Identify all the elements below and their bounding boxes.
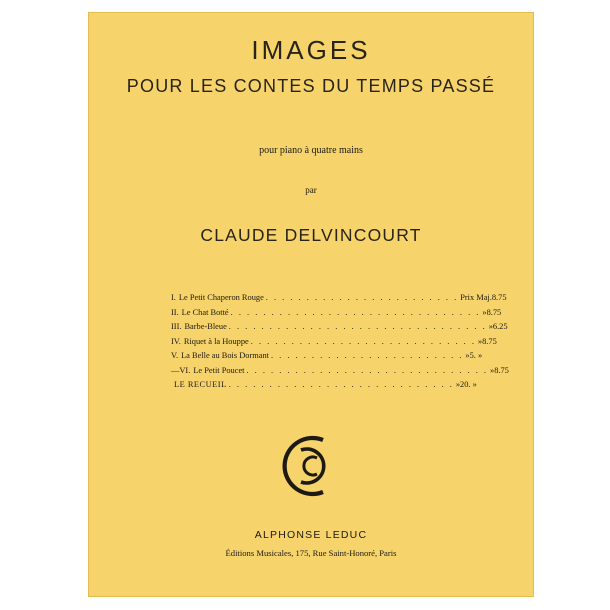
list-item bbox=[171, 306, 502, 321]
publisher-address: Éditions Musicales, 175, Rue Saint-Honoré, Paris bbox=[225, 548, 397, 558]
item-title: Barbe-Bleue bbox=[184, 322, 227, 331]
item-price-prefix: » bbox=[482, 307, 487, 317]
item-number: I. bbox=[171, 293, 176, 302]
item-price-prefix: » bbox=[490, 365, 495, 375]
instrumentation: pour piano à quatre mains bbox=[259, 145, 363, 156]
list-item bbox=[171, 291, 507, 306]
list-item bbox=[171, 320, 508, 335]
leader-dots: . . . . . . . . . . . . . . . . . . . . . . . . . . . . . . . . bbox=[228, 322, 487, 331]
item-price-prefix: » bbox=[477, 336, 483, 346]
item-price-prefix: » bbox=[465, 351, 470, 360]
item-title: LE RECUEIL bbox=[174, 380, 227, 389]
leader-dots: . . . . . . . . . . . . . . . . . . . . . . . . . . . . . . . bbox=[230, 307, 481, 317]
title: IMAGES bbox=[251, 35, 371, 65]
item-number: V. bbox=[171, 351, 179, 360]
item-price: 5. » bbox=[469, 351, 483, 360]
item-title: Le Petit Chaperon Rouge bbox=[178, 293, 264, 302]
publisher-name: ALPHONSE LEDUC bbox=[254, 529, 368, 541]
list-item bbox=[171, 364, 509, 379]
item-price-prefix: » bbox=[488, 322, 493, 331]
leader-dots: . . . . . . . . . . . . . . . . . . . . . . . . bbox=[270, 351, 464, 360]
composer-name: CLAUDE DELVINCOURT bbox=[200, 225, 422, 245]
item-number: —VI. bbox=[171, 365, 191, 375]
subtitle: POUR LES CONTES DU TEMPS PASSÉ bbox=[126, 76, 496, 96]
contents-list bbox=[171, 291, 509, 393]
item-number: III. bbox=[171, 322, 182, 331]
list-item bbox=[171, 349, 483, 364]
item-price: 8.75 bbox=[491, 293, 507, 302]
item-title: Riquet à la Houppe bbox=[183, 336, 249, 346]
item-price: 8.75 bbox=[494, 365, 509, 375]
item-price-prefix: Prix Maj. bbox=[460, 293, 492, 302]
leader-dots: . . . . . . . . . . . . . . . . . . . . . . . . . . . . bbox=[250, 336, 476, 346]
item-title: La Belle au Bois Dormant bbox=[181, 351, 269, 360]
by-label: par bbox=[305, 185, 317, 195]
leader-dots: . . . . . . . . . . . . . . . . . . . . . . . . . . . . . . bbox=[246, 365, 489, 375]
list-item bbox=[171, 378, 477, 393]
item-price-prefix: » bbox=[455, 380, 461, 389]
item-price: 8.75 bbox=[486, 307, 502, 317]
leader-dots: . . . . . . . . . . . . . . . . . . . . . . . . bbox=[265, 293, 459, 302]
publisher-monogram-icon bbox=[273, 428, 349, 504]
list-item bbox=[171, 335, 497, 350]
item-number: II. bbox=[171, 307, 179, 317]
item-title: Le Petit Poucet bbox=[193, 365, 245, 375]
item-price: 8.75 bbox=[482, 336, 497, 346]
score-cover bbox=[88, 12, 534, 597]
item-price: 6.25 bbox=[492, 322, 508, 331]
item-number: IV. bbox=[171, 336, 181, 346]
item-price: 20. » bbox=[460, 380, 477, 389]
leader-dots: . . . . . . . . . . . . . . . . . . . . . . . . . . . . bbox=[228, 380, 454, 389]
item-title: Le Chat Botté bbox=[181, 307, 229, 317]
